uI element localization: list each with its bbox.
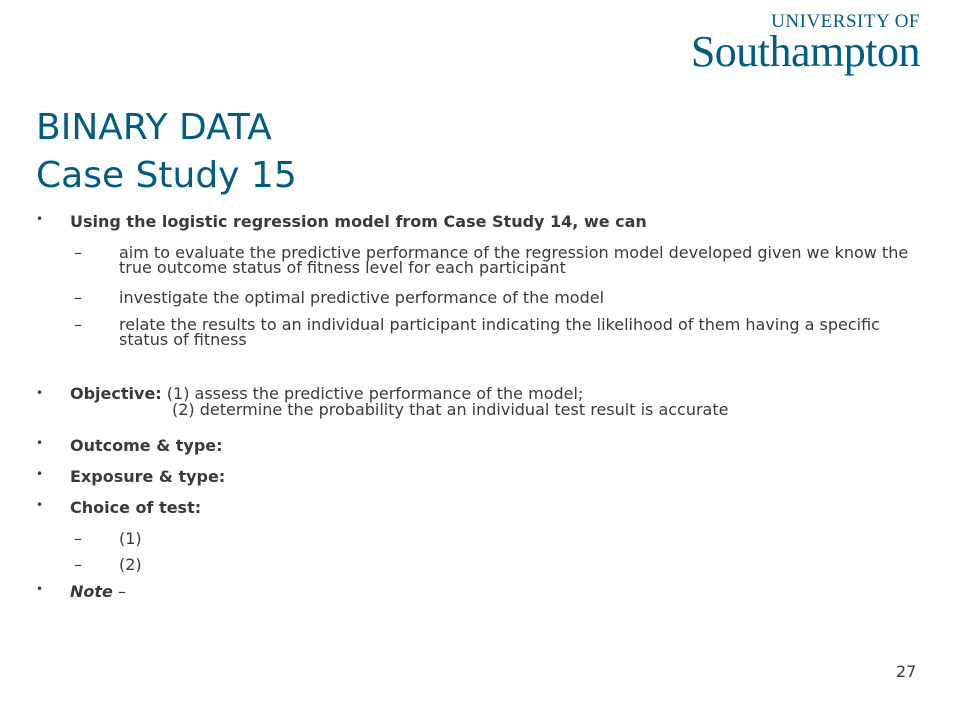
bullet-marker: • xyxy=(36,436,44,450)
dash-marker: – xyxy=(74,555,82,574)
bullet-marker: • xyxy=(36,467,44,481)
note-dash: – xyxy=(117,582,126,601)
objective-label: Objective: xyxy=(70,384,162,403)
objective-line-1: (1) assess the predictive performance of the model; xyxy=(166,384,584,403)
page-number: 27 xyxy=(896,662,917,681)
sub-bullet-2-text: investigate the optimal predictive performance of the model xyxy=(119,288,605,307)
bullet-marker: • xyxy=(36,212,44,226)
bullet-intro-text: Using the logistic regression model from Case Study 14, we can xyxy=(70,212,647,231)
title-line-2: Case Study 15 xyxy=(36,155,297,196)
bullet-marker: • xyxy=(36,386,44,400)
note-block xyxy=(70,582,126,601)
exposure-label: Exposure & type: xyxy=(70,467,226,486)
logo-line-university: UNIVERSITY OF xyxy=(771,11,920,32)
dash-marker: – xyxy=(74,243,82,262)
university-logo xyxy=(691,12,920,74)
choice-sub-1-text: (1) xyxy=(119,529,142,548)
slide-title xyxy=(36,104,297,200)
choice-label: Choice of test: xyxy=(70,498,202,517)
choice-sub-2-text: (2) xyxy=(119,555,142,574)
sub-bullet-1-text: aim to evaluate the predictive performance of the regression model developed given we know the true outcome status of fitness level for each participant xyxy=(119,243,909,277)
outcome-label: Outcome & type: xyxy=(70,436,223,455)
note-label: Note xyxy=(70,582,113,601)
title-line-1: BINARY DATA xyxy=(36,107,272,148)
objective-line-2: (2) determine the probability that an individual test result is accurate xyxy=(172,400,729,419)
bullet-marker: • xyxy=(36,582,44,596)
dash-marker: – xyxy=(74,529,82,548)
logo-line-southampton: Southampton xyxy=(690,27,920,76)
dash-marker: – xyxy=(74,288,82,307)
sub-bullet-3-text: relate the results to an individual participant indicating the likelihood of them having a specific status of fitness xyxy=(119,315,880,349)
dash-marker: – xyxy=(74,315,82,334)
bullet-marker: • xyxy=(36,498,44,512)
objective-block xyxy=(70,386,728,418)
